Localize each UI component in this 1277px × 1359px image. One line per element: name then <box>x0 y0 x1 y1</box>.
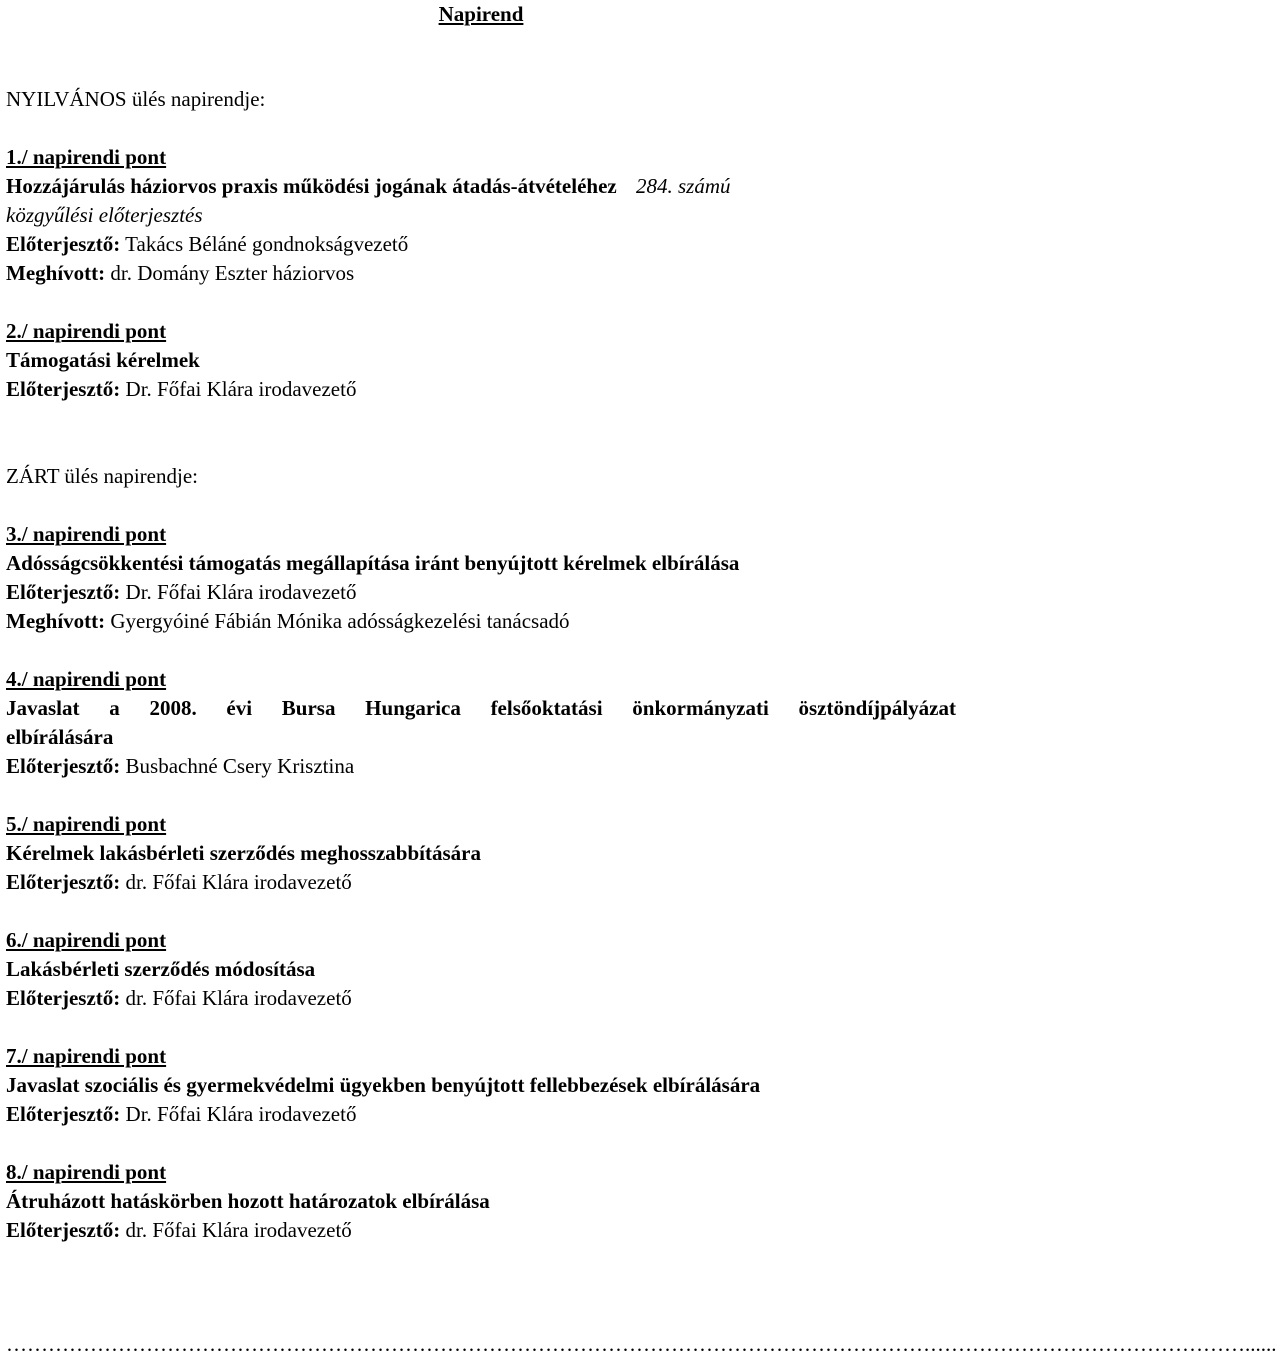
agenda-item-presenter <box>6 1100 956 1129</box>
agenda-item-presenter <box>6 752 956 781</box>
agenda-item-invited <box>6 259 956 288</box>
agenda-item-invited <box>6 607 956 636</box>
agenda-item-subject: Kérelmek lakásbérleti szerződés meghosszabbítására <box>6 841 481 865</box>
closed-section-heading: ZÁRT ülés napirendje: <box>6 464 198 488</box>
presenter-value: dr. Főfai Klára irodavezető <box>125 870 352 894</box>
invited-label: Meghívott: <box>6 261 106 285</box>
document-title: Napirend <box>438 2 524 26</box>
invited-value: dr. Domány Eszter háziorvos <box>110 261 355 285</box>
public-section-heading: NYILVÁNOS ülés napirendje: <box>6 87 266 111</box>
agenda-item-1 <box>6 143 956 288</box>
presenter-value: dr. Főfai Klára irodavezető <box>125 1218 352 1242</box>
agenda-item-presenter <box>6 375 956 404</box>
presenter-value: Busbachné Csery Krisztina <box>125 754 355 778</box>
agenda-item-presenter <box>6 1216 956 1245</box>
footer-dotted-line: ……………………………………………………………………………………………………………………………………………………………...... <box>6 1332 1277 1356</box>
presenter-label: Előterjesztő: <box>6 870 121 894</box>
agenda-item-presenter <box>6 578 956 607</box>
agenda-item-number: 7./ napirendi pont <box>6 1044 167 1068</box>
agenda-item-subject: Javaslat szociális és gyermekvédelmi ügyekben benyújtott fellebbezések elbírálására <box>6 1073 761 1097</box>
agenda-item-number: 2./ napirendi pont <box>6 319 167 343</box>
agenda-item-subject: Adósságcsökkentési támogatás megállapítása iránt benyújtott kérelmek elbírálása <box>6 551 740 575</box>
agenda-item-subject-reference-cont: közgyűlési előterjesztés <box>6 203 203 227</box>
presenter-value: Dr. Főfai Klára irodavezető <box>125 377 357 401</box>
presenter-value: Dr. Főfai Klára irodavezető <box>125 580 357 604</box>
agenda-item-subject-cont: elbírálására <box>6 725 114 749</box>
presenter-label: Előterjesztő: <box>6 754 121 778</box>
agenda-item-presenter <box>6 230 956 259</box>
agenda-item-number: 6./ napirendi pont <box>6 928 167 952</box>
agenda-item-7 <box>6 1042 956 1129</box>
agenda-item-subject-reference: 284. számú <box>635 174 731 198</box>
agenda-item-number: 5./ napirendi pont <box>6 812 167 836</box>
agenda-item-3 <box>6 520 956 636</box>
agenda-item-subject: Lakásbérleti szerződés módosítása <box>6 957 316 981</box>
agenda-item-2 <box>6 317 956 404</box>
presenter-label: Előterjesztő: <box>6 580 121 604</box>
presenter-label: Előterjesztő: <box>6 232 121 256</box>
agenda-item-number: 3./ napirendi pont <box>6 522 167 546</box>
agenda-item-subject: Javaslat a 2008. évi Bursa Hungarica felsőoktatási önkormányzati ösztöndíjpályázat <box>6 696 956 720</box>
agenda-item-number: 8./ napirendi pont <box>6 1160 167 1184</box>
agenda-item-6 <box>6 926 956 1013</box>
presenter-value: Dr. Főfai Klára irodavezető <box>125 1102 357 1126</box>
presenter-label: Előterjesztő: <box>6 1218 121 1242</box>
presenter-label: Előterjesztő: <box>6 986 121 1010</box>
agenda-item-presenter <box>6 984 956 1013</box>
invited-label: Meghívott: <box>6 609 106 633</box>
agenda-item-subject <box>6 172 956 201</box>
agenda-item-subject: Támogatási kérelmek <box>6 348 200 372</box>
agenda-item-4 <box>6 665 956 781</box>
presenter-value: Takács Béláné gondnokságvezető <box>125 232 409 256</box>
agenda-item-5 <box>6 810 956 897</box>
agenda-item-presenter <box>6 868 956 897</box>
agenda-document <box>6 0 956 1245</box>
agenda-item-number: 4./ napirendi pont <box>6 667 167 691</box>
presenter-label: Előterjesztő: <box>6 377 121 401</box>
agenda-item-8 <box>6 1158 956 1245</box>
agenda-item-subject: Átruházott hatáskörben hozott határozatok elbírálása <box>6 1189 490 1213</box>
presenter-value: dr. Főfai Klára irodavezető <box>125 986 352 1010</box>
agenda-item-subject-text: Hozzájárulás háziorvos praxis működési jogának átadás-átvételéhez <box>6 174 617 198</box>
presenter-label: Előterjesztő: <box>6 1102 121 1126</box>
agenda-item-number: 1./ napirendi pont <box>6 145 167 169</box>
invited-value: Gyergyóiné Fábián Mónika adósságkezelési tanácsadó <box>110 609 570 633</box>
